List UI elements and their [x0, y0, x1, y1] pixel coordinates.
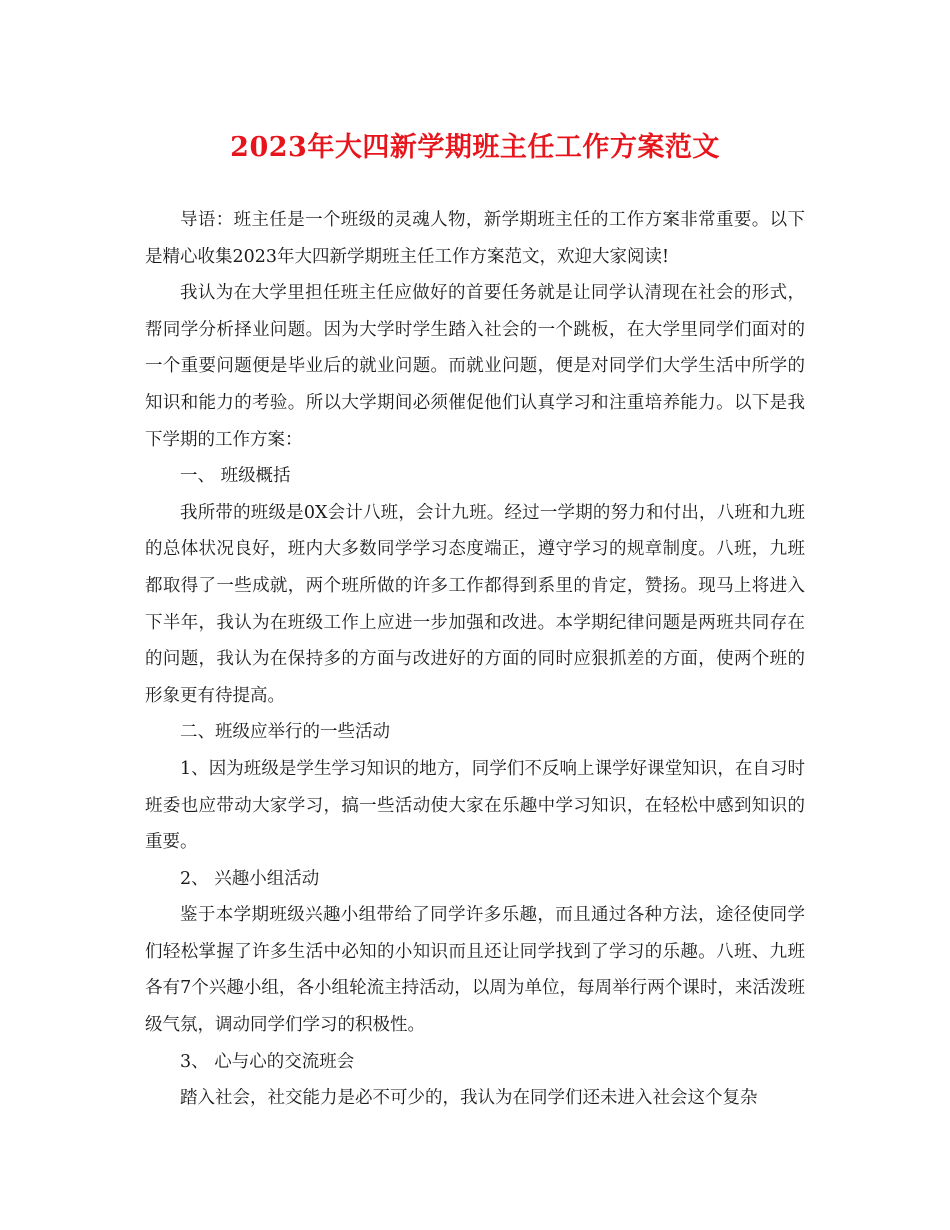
- body-paragraph: 鉴于本学期班级兴趣小组带给了同学许多乐趣，而且通过各种方法，途径使同学们轻松掌握了许多生活中必知的小知识而且还让同学找到了学习的乐趣。八班、九班各有7个兴趣小组，各小组轮流主持活动，以周为单位，每周举行两个课时，来活泼班级气氛，调动同学们学习的积极性。: [145, 905, 805, 1036]
- subsection-heading: 2、 兴趣小组活动: [180, 868, 320, 889]
- intro-paragraph: 导语：班主任是一个班级的灵魂人物，新学期班主任的工作方案非常重要。以下是精心收集2023年大四新学期班主任工作方案范文，欢迎大家阅读!: [145, 210, 805, 267]
- document-body: [145, 202, 805, 1117]
- subsection-heading: 3、 心与心的交流班会: [180, 1051, 355, 1072]
- body-paragraph: 踏入社会，社交能力是必不可少的，我认为在同学们还未进入社会这个复杂: [180, 1088, 758, 1109]
- body-paragraph: 我认为在大学里担任班主任应做好的首要任务就是让同学认清现在社会的形式，帮同学分析择业问题。因为大学时学生踏入社会的一个跳板，在大学里同学们面对的一个重要问题便是毕业后的就业问题。而就业问题，便是对同学们大学生活中所学的知识和能力的考验。所以大学期间必须催促他们认真学习和注重培养能力。以下是我下学期的工作方案：: [145, 283, 805, 450]
- section-heading: 一、 班级概括: [180, 466, 291, 487]
- body-paragraph: 1、因为班级是学生学习知识的地方，同学们不反响上课学好课堂知识，在自习时班委也应带动大家学习，搞一些活动使大家在乐趣中学习知识，在轻松中感到知识的重要。: [145, 758, 805, 853]
- section-heading: 二、班级应举行的一些活动: [180, 722, 390, 743]
- document-title: 2023年大四新学期班主任工作方案范文: [230, 132, 720, 163]
- body-paragraph: 我所带的班级是0X会计八班，会计九班。经过一学期的努力和付出，八班和九班的总体状况良好，班内大多数同学学习态度端正，遵守学习的规章制度。八班，九班都取得了一些成就，两个班所做的许多工作都得到系里的肯定，赞扬。现马上将进入下半年，我认为在班级工作上应进一步加强和改进。本学期纪律问题是两班共同存在的问题，我认为在保持多的方面与改进好的方面的同时应狠抓差的方面，使两个班的形象更有待提高。: [145, 502, 805, 706]
